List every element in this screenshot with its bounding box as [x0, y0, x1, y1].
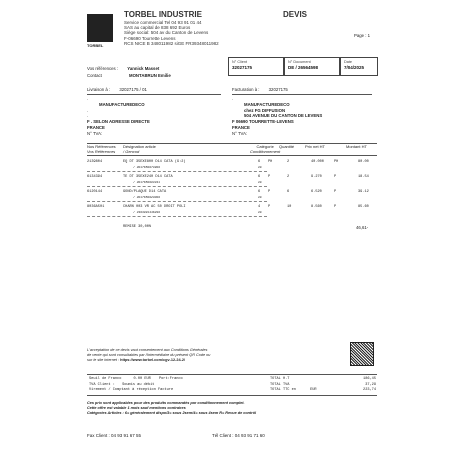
discount-label: REMISE 30,00% [123, 225, 152, 229]
row-gencod: / 3017650073800 [133, 166, 161, 169]
your-references: Vos références : Yannick Masset [87, 66, 160, 71]
row-conditioning: 20 [258, 166, 262, 169]
row-quantity: 2 [287, 160, 290, 164]
row-unit: PH [268, 160, 273, 164]
row-divider [87, 216, 267, 217]
totals-top-rule [87, 374, 377, 375]
row-unit-price: 8.560 [311, 205, 322, 209]
row-price-unit: P [334, 175, 337, 179]
row-conditioning: 20 [258, 196, 262, 199]
delivery-divider [87, 94, 221, 95]
row-category: 6 [258, 160, 261, 164]
row-gencod: / 3017650023000 [133, 196, 161, 199]
row-designation: GOND/PLAQUE D14 CATA [123, 190, 167, 194]
row-ref: 8036A501 [87, 205, 105, 209]
totals-left: Seuil de Franco 0.00 EUR Port:Franco TVA Client : Soumis au débit Virement / Comptant à réception Facture [89, 377, 183, 393]
page-indicator: Page : 1 [354, 33, 371, 38]
row-designation: CHARN 003 VR AC 50 DROIT POLI [123, 205, 186, 209]
row-ref: 6134394 [87, 175, 103, 179]
client-number-box: N° Client 32027175 [228, 57, 284, 76]
row-unit: P [268, 205, 271, 209]
row-price-unit: P [334, 190, 337, 194]
row-total: 80.00 [358, 160, 369, 164]
row-divider [87, 186, 267, 187]
company-logo-text: TORBEL [87, 43, 104, 48]
company-logo [87, 14, 113, 42]
company-address: Service commercial Tel 04 93 91 01 44 SAS au capital de 838 692 Euros Siège social: 504 av du Canton de Levens F-06690 Tourrette Levens RCS NICE B 348011982 siGE FR39348011982 [124, 20, 219, 46]
row-unit: P [268, 190, 271, 194]
table-header-unit-price: Prix net HT [305, 144, 326, 149]
table-header-designation: Désignation article / Gencod [123, 144, 156, 154]
conditions-text: L'acceptation de ce devis vaut consentement aux Conditions Générales de vente qui sont consultables par l'intermédiaire du présent QR Code ou sur le site internet : https://www.torbel.com/cgv-12-24-2/ [87, 348, 211, 362]
row-category: 6 [258, 175, 261, 179]
table-header-category: Catégorie Conditionnement [250, 144, 281, 154]
row-divider [87, 201, 267, 202]
tel-client: Tél Client : 04 93 91 71 60 [212, 433, 265, 438]
row-designation: EQ DT 35EXE800 D14 CATA (G:2) [123, 160, 186, 164]
row-unit-price: 40.000 [311, 160, 324, 164]
billing-header: Facturation à : 32027175 [232, 87, 288, 92]
document-type: DEVIS [283, 10, 308, 19]
row-category: 6 [258, 190, 261, 194]
totals-bottom-rule [87, 395, 377, 396]
table-header-total: Montant HT [346, 144, 367, 149]
row-price-unit: PH [334, 160, 339, 164]
row-quantity: 10 [287, 205, 292, 209]
row-category: 4 [258, 205, 261, 209]
table-header-ref: Nos Références Vos Références [87, 144, 116, 154]
billing-divider [232, 94, 372, 95]
table-header-rule [87, 155, 377, 156]
row-designation: TE DT 35EXE240 D14 CATA [123, 175, 173, 179]
row-gencod: / 3017650093341 [133, 181, 161, 184]
row-conditioning: 20 [258, 211, 262, 214]
row-divider [87, 171, 267, 172]
delivery-header: Livraison à : 32027175 / 01 [87, 87, 147, 92]
date-box: Date 7/04/2025 [340, 57, 378, 76]
row-gencod: / 3303891446280 [133, 211, 161, 214]
billing-address: . MANUFACTUREDECO chez FG DIFFUSION 504 AVENUE DU CANTON DE LEVENS F 06690 TOURRETTE-LEVENS FRANCE N° TVA: [232, 96, 323, 136]
row-total: 18.54 [358, 175, 369, 179]
row-unit: P [268, 175, 271, 179]
company-name: TORBEL INDUSTRIE [124, 10, 202, 19]
table-header-qty: Quantité [279, 144, 295, 149]
row-conditioning: 20 [258, 181, 262, 184]
footer-notes: Ces prix sont applicables pour des produits commandés par conditionnement complet. Cette offre est valable 1 mois sauf mentions contraires Catégories Articles : 6= généralement dispo/3= sous 2sem/4= sous 4sem R= Revue de contrôl [87, 401, 257, 416]
document-number-box: N° Document DE / 26564598 [284, 57, 340, 76]
row-price-unit: P [334, 205, 337, 209]
row-quantity: 2 [287, 175, 290, 179]
row-ref: 2139804 [87, 160, 103, 164]
row-unit-price: 9.270 [311, 175, 322, 179]
discount-value: 46,61- [356, 225, 369, 230]
row-ref: 6120144 [87, 190, 103, 194]
contact: Contact MONTABRUN Emilie [87, 73, 171, 78]
fax-client: Fax Client : 04 93 91 67 55 [87, 433, 142, 438]
cgv-qr-code [350, 342, 374, 366]
row-unit-price: 6.520 [311, 190, 322, 194]
row-quantity: 6 [287, 190, 290, 194]
totals-right: TOTAL H.T 186,45 TOTAL TVA 37,29 TOTAL TTC en EUR 223,74 [270, 377, 376, 393]
row-total: 39.12 [358, 190, 369, 194]
delivery-address: . MANUFACTUREDECO . . F . SELON ADRESSE DIRECTE FRANCE N° TVA: [87, 96, 150, 136]
row-total: 85.60 [358, 205, 369, 209]
